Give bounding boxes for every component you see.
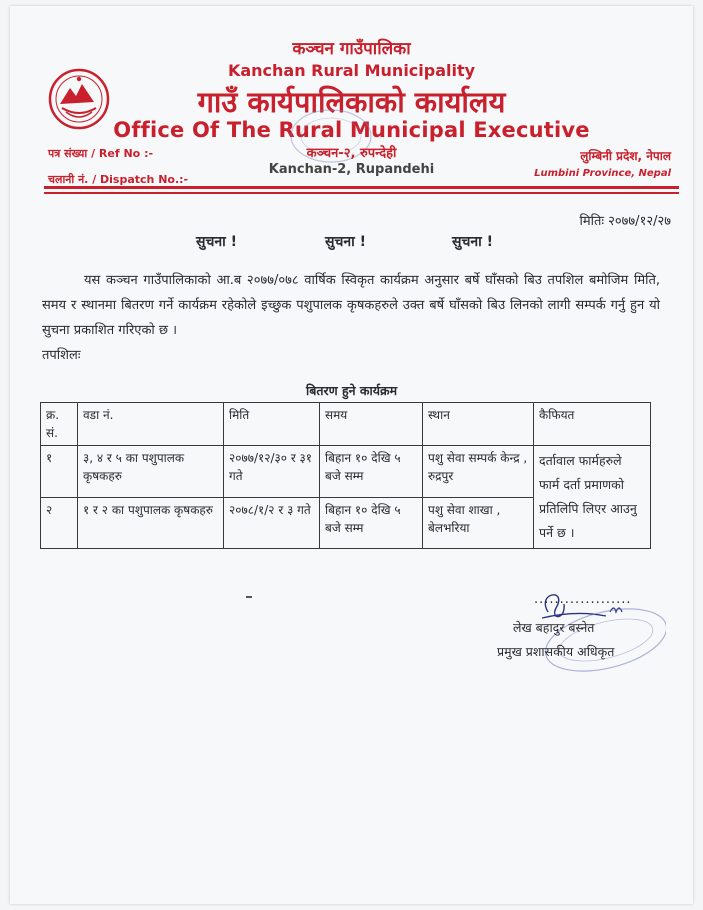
province-nepali: लुम्बिनी प्रदेश, नेपाल — [580, 149, 671, 163]
tapsil-label: तपशिलः — [42, 348, 81, 363]
municipality-name-nepali: कञ्चन गाउँपालिका — [292, 39, 411, 59]
notice-paragraph: यस कञ्चन गाउँपालिकाको आ.ब २०७७/०७८ वार्षिक स्विकृत कार्यक्रम अनुसार बर्षे घाँसको बिउ तपशिल बमोजिम मिति, समय र स्थानमा बितरण गर्ने कार्यक्रम रहेकोले इच्छुक पशुपालक कृषकहरुले उक्त बर्षे घाँसको बिउ लिनको लागी सम्पर्क गर्नु हुन यो सुचना प्रकाशित गरिएको छ । — [42, 273, 660, 338]
table-cell-ward: ३, ४ र ५ का पशुपालक कृषकहरु — [78, 446, 224, 498]
column-header: वडा नं. — [78, 403, 224, 446]
column-header: स्थान — [423, 403, 534, 446]
notice-heading: सुचना ! — [452, 234, 494, 250]
table-cell-place: पशु सेवा सम्पर्क केन्द्र , रुद्रपुर — [423, 446, 534, 498]
document-page — [10, 6, 693, 904]
office-name-english: Office Of The Rural Municipal Executive — [113, 118, 590, 142]
signatory-title: प्रमुख प्रशासकीय अधिकृत — [497, 644, 615, 659]
municipality-name-english: Kanchan Rural Municipality — [227, 61, 476, 80]
table-header-row — [41, 403, 651, 446]
signatory-name: लेख बहादुर बस्नेत — [513, 620, 595, 635]
table-cell-time: बिहान १० देखि ५ बजे सम्म — [320, 446, 423, 498]
table-cell-place: पशु सेवा शाखा , बेलभरिया — [423, 497, 534, 549]
column-header: मिति — [224, 403, 320, 446]
table-row — [41, 446, 651, 498]
address-english: Kanchan-2, Rupandehi — [268, 162, 435, 177]
table-cell-time: बिहान १० देखि ५ बजे सम्म — [320, 497, 423, 549]
column-header: क्र. सं. — [41, 403, 78, 446]
column-header: समय — [320, 403, 423, 446]
distribution-table — [40, 402, 651, 549]
column-header: कैफियत — [534, 403, 651, 446]
table-cell-serial: १ — [41, 446, 78, 498]
notice-body — [42, 268, 660, 368]
table-cell-remark: दर्तावाल फार्महरुले फार्म दर्ता प्रमाणको प्रतिलिपि लिएर आउनु पर्ने छ । — [534, 446, 651, 549]
dispatch-no-label: चलानी नं. / Dispatch No.:- — [48, 173, 189, 186]
notice-heading: सुचना ! — [196, 234, 238, 250]
header-divider-thick — [44, 186, 679, 189]
ref-no-label: पत्र संख्या / Ref No :- — [48, 147, 154, 160]
office-name-nepali: गाउँ कार्यपालिकाको कार्यालय — [197, 85, 506, 119]
table-cell-serial: २ — [41, 497, 78, 549]
table-cell-date: २०७८/१/२ र ३ गते — [224, 497, 320, 549]
stray-mark — [246, 596, 252, 598]
header-divider-thin — [44, 192, 679, 194]
table-cell-ward: १ र २ का पशुपालक कृषकहरु — [78, 497, 224, 549]
table-cell-date: २०७७/१२/३० र ३१ गते — [224, 446, 320, 498]
table-title: बितरण हुने कार्यक्रम — [305, 383, 398, 398]
province-english: Lumbini Province, Nepal — [534, 168, 671, 179]
address-nepali: कञ्चन-२, रुपन्देही — [306, 146, 397, 161]
signature-line: ................... — [534, 592, 632, 607]
document-date: मितिः २०७७/१२/२७ — [579, 214, 671, 229]
notice-heading: सुचना ! — [325, 234, 367, 250]
